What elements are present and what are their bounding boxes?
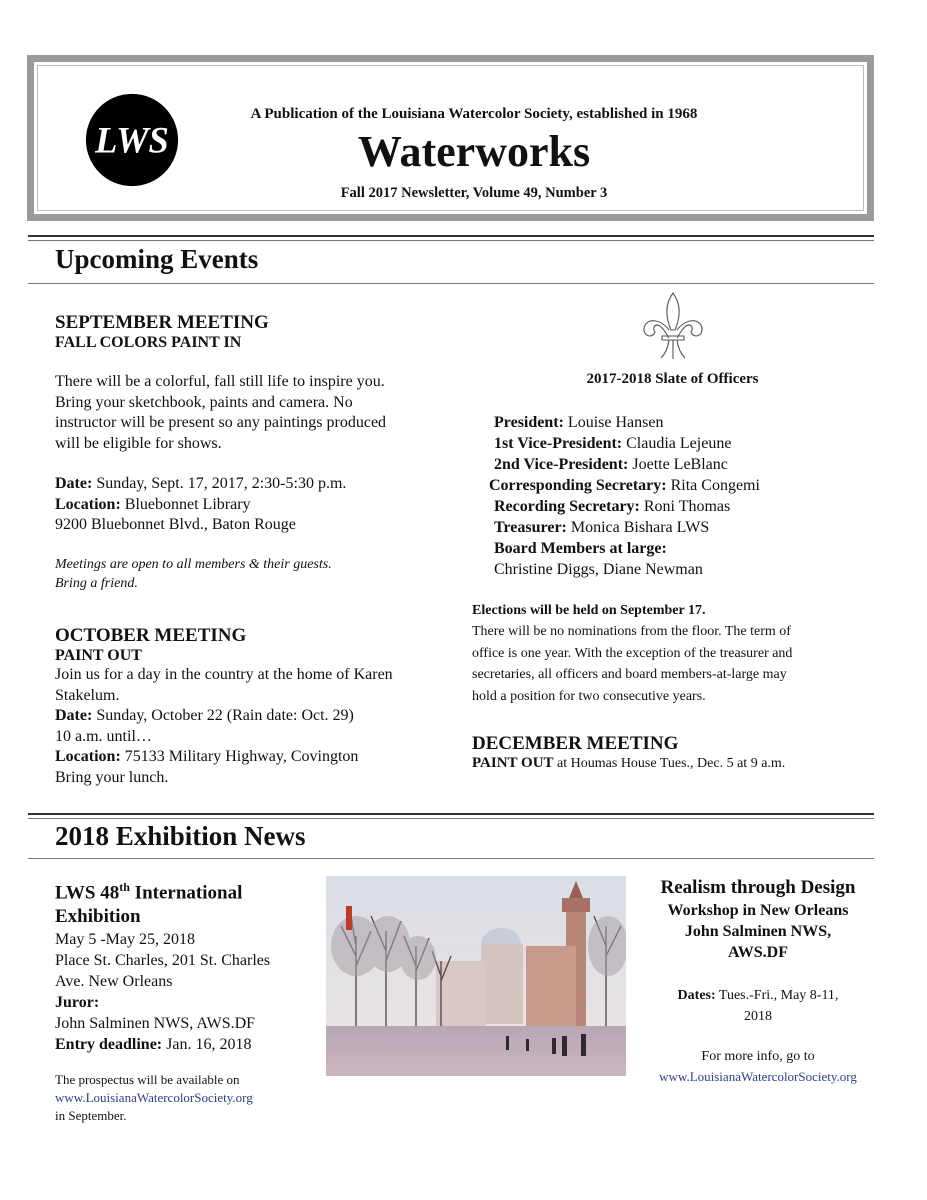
title-sup: th (119, 880, 130, 894)
officer-name: Monica Bishara LWS (566, 519, 710, 536)
date-value: Sunday, October 22 (Rain date: Oct. 29) (92, 707, 354, 724)
exhibition-details (55, 929, 320, 1055)
body-line: secretaries, all officers and board members-at-large may (472, 667, 787, 682)
december-label: PAINT OUT (472, 755, 554, 771)
december-meeting (472, 733, 874, 772)
time: 10 a.m. until… (55, 727, 152, 745)
officer-name: Joette LeBlanc (628, 456, 728, 473)
officer-row (494, 454, 874, 475)
section-rule-thin (28, 818, 874, 819)
body-line: There will be a colorful, fall still life to inspire you. (55, 373, 385, 390)
title-part: LWS 48 (55, 882, 120, 904)
juror-label: Juror: (55, 994, 100, 1012)
section-rule (28, 235, 874, 237)
prospectus-note (55, 1071, 320, 1125)
deadline-value: Jan. 16, 2018 (162, 1036, 252, 1054)
section-rule-thin (28, 240, 874, 241)
juror-name: John Salminen NWS, AWS.DF (55, 1015, 256, 1033)
body-line: hold a position for two consecutive years. (472, 688, 706, 704)
october-extra: Bring your lunch. (55, 768, 169, 786)
exhibition-venue-2: Ave. New Orleans (55, 973, 173, 991)
october-meeting (55, 625, 455, 788)
officers-list (489, 412, 874, 580)
elections-body (472, 621, 874, 707)
officer-name: Louise Hansen (563, 414, 664, 431)
body-line: instructor will be present so any paintings produced (55, 414, 387, 431)
location-label: Location: (55, 495, 121, 513)
deadline-label: Entry deadline: (55, 1036, 163, 1054)
officer-row (494, 412, 874, 433)
officer-row (494, 517, 874, 538)
website-link[interactable]: www.LouisianaWatercolorSociety.org (55, 1090, 253, 1106)
officer-row (494, 433, 874, 454)
december-detail: at Houmas House Tues., Dec. 5 at 9 a.m. (553, 756, 786, 771)
officer-role: Treasurer: (494, 519, 567, 536)
board-label: Board Members at large: (494, 540, 667, 557)
december-detail-line (472, 755, 874, 772)
officer-name: Roni Thomas (639, 498, 731, 515)
september-details (55, 474, 455, 536)
address: 9200 Bluebonnet Blvd., Baton Rouge (55, 516, 296, 533)
officer-row (489, 475, 874, 496)
lws-logo (84, 92, 180, 188)
officer-role: Recording Secretary: (494, 498, 640, 515)
dates-value-2: 2018 (744, 1009, 772, 1024)
dates-value: Tues.-Fri., May 8-11, (715, 988, 839, 1003)
workshop-line: Workshop in New Orleans (667, 902, 849, 919)
location-label: Location: (55, 748, 121, 765)
body-line: There will be no nominations from the floor. The term of (472, 624, 791, 639)
workshop-title: Realism through Design (660, 877, 856, 898)
elections-heading: Elections will be held on September 17. (472, 603, 706, 618)
watercolor-painting-image (326, 876, 626, 1076)
october-title: OCTOBER MEETING (55, 625, 247, 646)
workshop-dates (642, 985, 874, 1027)
date-value: Sunday, Sept. 17, 2017, 2:30-5:30 p.m. (92, 475, 347, 492)
body-line: office is one year. With the exception of the treasurer and (472, 645, 793, 661)
date-label: Date: (55, 707, 93, 724)
date-label: Date: (55, 475, 93, 492)
september-body (55, 372, 455, 454)
fleur-de-lis-icon (638, 290, 708, 362)
exhibition-title (55, 875, 320, 929)
workshop-announcement (642, 876, 874, 1087)
body-line: will be eligible for shows. (55, 434, 222, 452)
exhibition-dates: May 5 -May 25, 2018 (55, 931, 195, 949)
elections-notice (472, 601, 874, 707)
october-body (55, 665, 455, 788)
officer-name: Claudia Lejeune (622, 435, 732, 452)
workshop-more-info (642, 1047, 874, 1087)
dates-label: Dates: (677, 988, 716, 1003)
officer-name: Rita Congemi (666, 477, 760, 494)
workshop-line: John Salminen NWS, (684, 923, 832, 940)
note-line: Meetings are open to all members & their guests. (55, 556, 332, 572)
title-line2: Exhibition (55, 906, 141, 928)
officer-role: President: (494, 414, 564, 431)
september-subtitle: FALL COLORS PAINT IN (55, 334, 242, 351)
website-link[interactable]: www.LouisianaWatercolorSociety.org (659, 1069, 857, 1084)
september-title: SEPTEMBER MEETING (55, 312, 269, 333)
section-rule (28, 813, 874, 815)
newsletter-title: Waterworks (357, 127, 591, 176)
upcoming-events-heading: Upcoming Events (55, 244, 259, 274)
officer-role: 2nd Vice-President: (494, 456, 629, 473)
meeting-note (55, 555, 455, 593)
body-line: Stakelum. (55, 686, 120, 704)
october-subtitle: PAINT OUT (55, 647, 142, 664)
more-info-text: For more info, go to (701, 1049, 815, 1064)
officer-row (494, 496, 874, 517)
body-line: Join us for a day in the country at the home of Karen (55, 666, 393, 683)
board-names: Christine Diggs, Diane Newman (494, 561, 703, 578)
svg-text:LWS: LWS (95, 119, 169, 161)
prospectus-line: in September. (55, 1108, 127, 1124)
note-line: Bring a friend. (55, 575, 138, 591)
exhibition-news-heading: 2018 Exhibition News (55, 821, 306, 851)
body-line: Bring your sketchbook, paints and camera. No (55, 393, 353, 411)
officer-role: 1st Vice-President: (494, 435, 623, 452)
issue-line: Fall 2017 Newsletter, Volume 49, Number 3 (340, 185, 608, 201)
exhibition-venue: Place St. Charles, 201 St. Charles (55, 952, 271, 970)
september-meeting (55, 312, 455, 593)
workshop-info (642, 900, 874, 963)
masthead (27, 55, 874, 221)
workshop-line: AWS.DF (727, 944, 788, 961)
december-title: DECEMBER MEETING (472, 733, 679, 754)
title-part: International (129, 882, 243, 904)
section-rule-bottom (28, 283, 874, 284)
section-rule-bottom (28, 858, 874, 859)
international-exhibition (55, 875, 320, 1125)
location-value: Bluebonnet Library (120, 495, 251, 513)
location-value: 75133 Military Highway, Covington (120, 748, 359, 765)
prospectus-line: The prospectus will be available on (55, 1072, 240, 1088)
officer-role: Corresponding Secretary: (489, 477, 667, 494)
officers-heading: 2017-2018 Slate of Officers (586, 371, 759, 387)
publication-line: A Publication of the Louisiana Watercolor Society, established in 1968 (250, 106, 698, 122)
